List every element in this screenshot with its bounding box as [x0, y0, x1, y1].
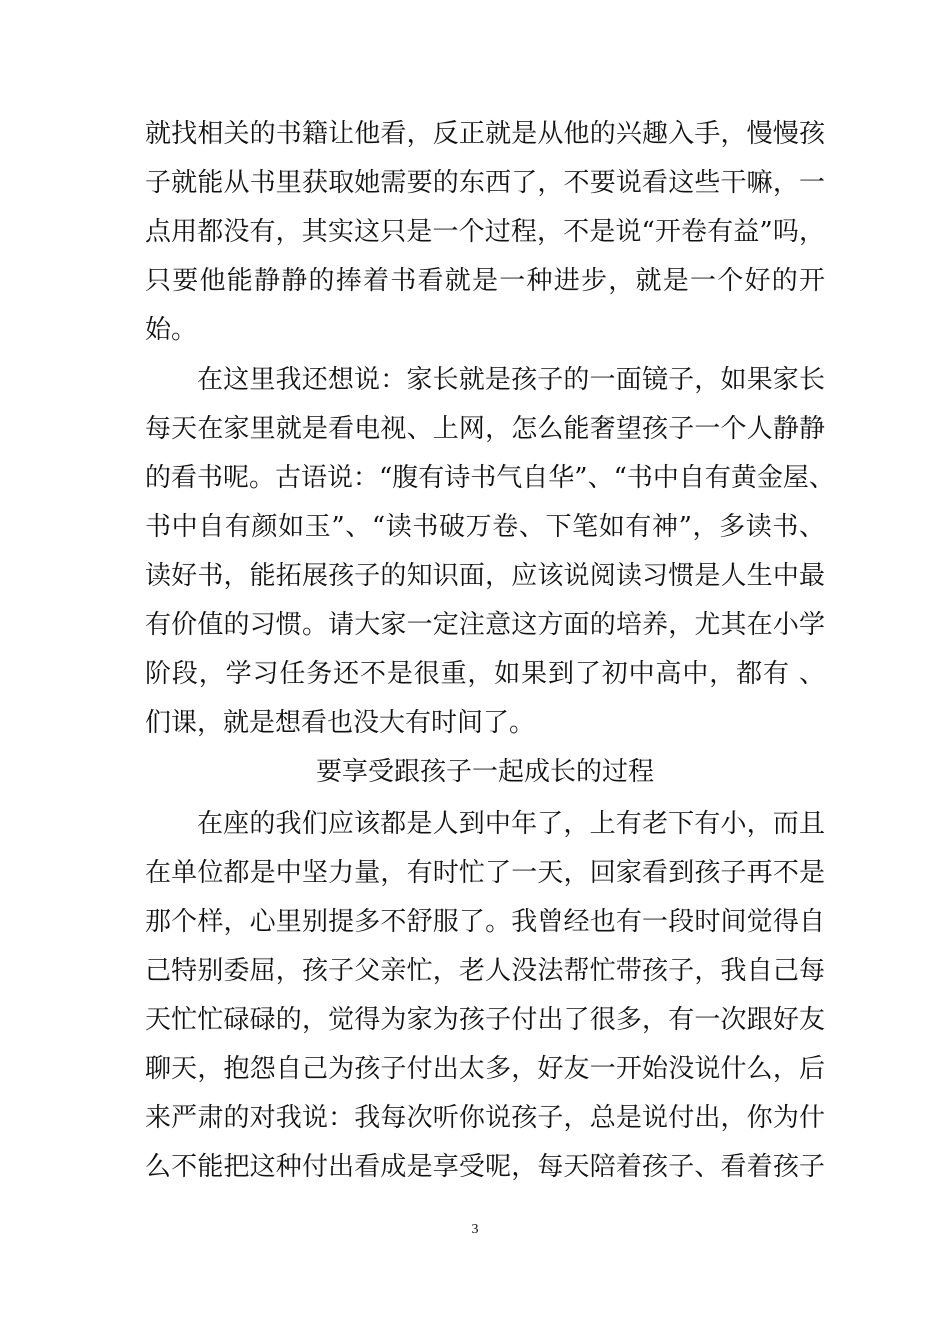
- text-line: 在这里我还想说：家长就是孩子的一面镜子，如果家长: [197, 365, 825, 395]
- text-line: 点用都没有，其实这只是一个过程，不是说“开卷有益”吗，: [145, 217, 825, 247]
- text-line: 来严肃的对我说：我每次听你说孩子，总是说付出，你为什: [145, 1103, 825, 1133]
- paragraph-reading-interest: [145, 110, 825, 355]
- text-line: 聊天，抱怨自己为孩子付出太多，好友一开始没说什么，后: [145, 1054, 825, 1084]
- text-line: 只要他能静静的捧着书看就是一种进步，就是一个好的开: [145, 266, 825, 296]
- text-line: 的看书呢。古语说：“腹有诗书气自华”、“书中自有黄金屋、: [145, 463, 835, 493]
- paragraph-parents-mirror: [145, 356, 835, 748]
- text-line: 那个样，心里别提多不舒服了。我曾经也有一段时间觉得自: [145, 907, 825, 937]
- section-heading: 要享受跟孩子一起成长的过程: [315, 757, 654, 787]
- text-line: 子就能从书里获取她需要的东西了，不要说看这些干嘛，一: [145, 168, 825, 198]
- text-line: 有价值的习惯。请大家一定注意这方面的培养，尤其在小学: [145, 610, 825, 640]
- paragraph-enjoy-growing: [145, 800, 825, 1192]
- text-line: 在座的我们应该都是人到中年了，上有老下有小，而且: [197, 809, 825, 839]
- text-line: 始。: [145, 315, 198, 345]
- page-number: 3: [471, 1222, 479, 1237]
- text-line: 天忙忙碌碌的，觉得为家为孩子付出了很多，有一次跟好友: [145, 1005, 825, 1035]
- text-line: 在单位都是中坚力量，有时忙了一天，回家看到孩子再不是: [145, 858, 825, 888]
- text-line: 阶段，学习任务还不是很重，如果到了初中高中，都有 、: [145, 659, 825, 689]
- text-line: 们课，就是想看也没大有时间了。: [145, 708, 536, 738]
- text-line: 读好书，能拓展孩子的知识面，应该说阅读习惯是人生中最: [145, 561, 825, 591]
- text-line: 每天在家里就是看电视、上网，怎么能奢望孩子一个人静静: [145, 414, 825, 444]
- text-line: 书中自有颜如玉”、“读书破万卷、下笔如有神”，多读书、: [145, 512, 825, 542]
- text-line: 己特别委屈，孩子父亲忙，老人没法帮忙带孩子，我自己每: [145, 956, 825, 986]
- text-line: 么不能把这种付出看成是享受呢，每天陪着孩子、看着孩子: [145, 1152, 825, 1182]
- text-line: 就找相关的书籍让他看，反正就是从他的兴趣入手，慢慢孩: [145, 119, 825, 149]
